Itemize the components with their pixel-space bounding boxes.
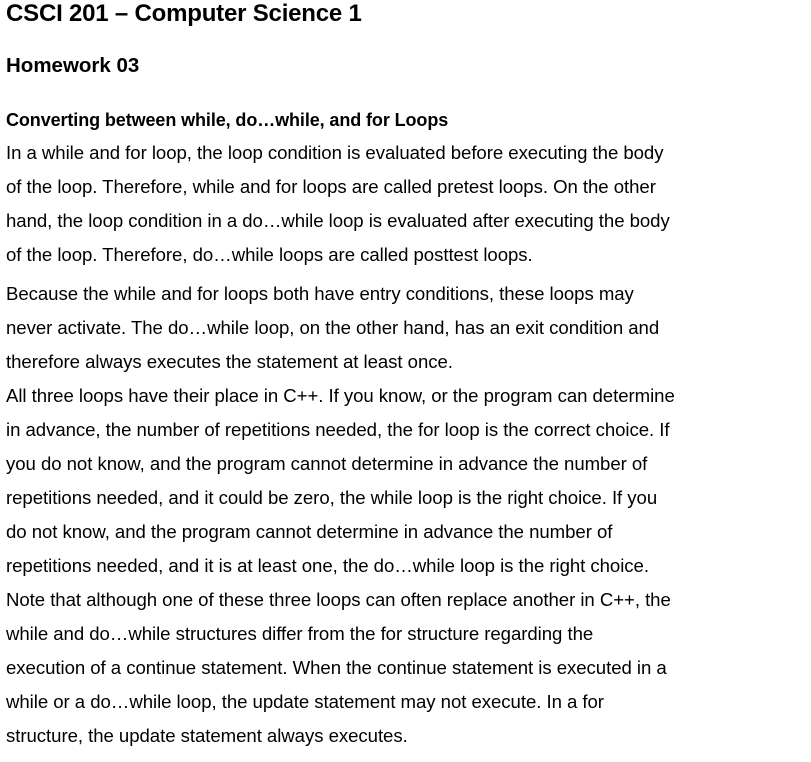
paragraph-line: Note that although one of these three loops can often replace another in C++, the [6,589,671,610]
paragraph-line: you do not know, and the program cannot determine in advance the number of [6,453,648,474]
paragraph-line: of the loop. Therefore, do…while loops are called posttest loops. [6,244,533,265]
paragraph-line: execution of a continue statement. When the continue statement is executed in a [6,657,667,678]
paragraph-choosing-loops [6,379,806,583]
paragraph-entry-exit-conditions [6,272,806,379]
paragraph-line: of the loop. Therefore, while and for loops are called pretest loops. On the other [6,176,656,197]
paragraph-line: in advance, the number of repetitions needed, the for loop is the correct choice. If [6,419,670,440]
paragraph-line: repetitions needed, and it could be zero, the while loop is the right choice. If you [6,487,658,508]
paragraph-line: In a while and for loop, the loop condition is evaluated before executing the body [6,142,664,163]
paragraph-line: Because the while and for loops both have entry conditions, these loops may [6,283,634,304]
paragraph-line: hand, the loop condition in a do…while loop is evaluated after executing the body [6,210,670,231]
section-title: Converting between while, do…while, and for Loops [6,110,449,130]
homework-title: Homework 03 [6,54,140,77]
paragraph-line: repetitions needed, and it is at least one, the do…while loop is the right choice. [6,555,649,576]
paragraph-pretest-posttest [6,131,806,272]
paragraph-line: therefore always executes the statement at least once. [6,351,453,372]
course-title: CSCI 201 – Computer Science 1 [6,0,362,27]
paragraph-continue-statement [6,583,806,753]
paragraph-line: never activate. The do…while loop, on the other hand, has an exit condition and [6,317,660,338]
paragraph-line: structure, the update statement always executes. [6,725,408,746]
paragraph-line: while and do…while structures differ from the for structure regarding the [6,623,594,644]
paragraph-line: do not know, and the program cannot determine in advance the number of [6,521,613,542]
paragraph-line: All three loops have their place in C++. If you know, or the program can determine [6,385,675,406]
paragraph-line: while or a do…while loop, the update statement may not execute. In a for [6,691,604,712]
document-page [6,0,806,753]
